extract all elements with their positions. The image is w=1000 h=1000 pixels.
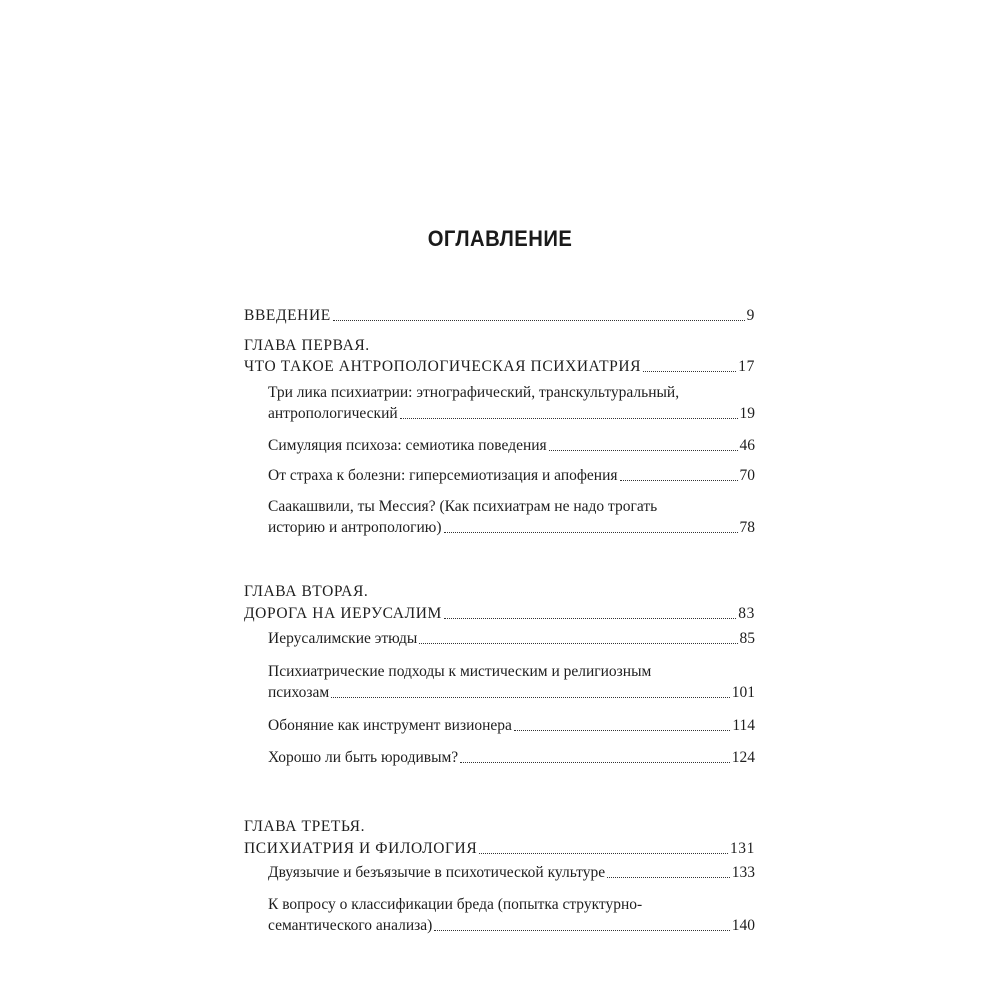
- page-number: 85: [739, 630, 755, 647]
- entry-title: ВВЕДЕНИЕ: [244, 307, 331, 324]
- toc-entry-section[interactable]: [268, 861, 755, 885]
- chapter-1-label: ГЛАВА ПЕРВАЯ.: [244, 337, 370, 354]
- toc-entry-section[interactable]: [268, 402, 755, 426]
- section-title-line1: Психиатрические подходы к мистическим и религиозным: [268, 663, 652, 680]
- toc-entry-section[interactable]: [268, 681, 755, 705]
- section-title: антропологический: [268, 405, 398, 422]
- section-title: Обоняние как инструмент визионера: [268, 717, 512, 734]
- section-title: Иерусалимские этюды: [268, 630, 418, 647]
- toc-entry-section[interactable]: [268, 746, 755, 770]
- section-title: Двуязычие и безъязычие в психотической культуре: [268, 864, 606, 881]
- leader-dots: [549, 450, 738, 451]
- chapter-3-label: ГЛАВА ТРЕТЬЯ.: [244, 818, 366, 835]
- page-number: 101: [731, 684, 755, 701]
- leader-dots: [419, 643, 737, 644]
- toc-entry-section[interactable]: [268, 434, 755, 458]
- toc-entry-section[interactable]: [268, 714, 755, 738]
- toc-entry-chapter-2[interactable]: [244, 602, 755, 626]
- section-title: историю и антропологию): [268, 519, 442, 536]
- page-number: 9: [746, 307, 755, 324]
- chapter-title: ДОРОГА НА ИЕРУСАЛИМ: [244, 605, 442, 622]
- page-number: 78: [739, 519, 755, 536]
- section-title: семантического анализа): [268, 917, 433, 934]
- leader-dots: [400, 418, 738, 419]
- leader-dots: [434, 930, 729, 931]
- toc-entry-section[interactable]: [268, 516, 755, 540]
- page-number: 83: [738, 605, 755, 622]
- leader-dots: [643, 371, 736, 372]
- page-number: 133: [731, 864, 755, 881]
- page-number: 131: [729, 840, 755, 857]
- page-number: 46: [739, 437, 755, 454]
- section-title: От страха к болезни: гиперсемиотизация и апофения: [268, 467, 618, 484]
- toc-entry-intro[interactable]: [244, 304, 755, 328]
- section-title-line1: К вопросу о классификации бреда (попытка структурно-: [268, 896, 643, 913]
- chapter-2-label: ГЛАВА ВТОРАЯ.: [244, 583, 369, 600]
- leader-dots: [479, 853, 728, 854]
- page-number: 17: [738, 358, 755, 375]
- toc-entry-chapter-3[interactable]: [244, 837, 755, 861]
- leader-dots: [444, 532, 738, 533]
- section-title-line1: Три лика психиатрии: этнографический, транскультуральный,: [268, 384, 680, 401]
- section-title: Хорошо ли быть юродивым?: [268, 749, 459, 766]
- page-number: 70: [739, 467, 755, 484]
- leader-dots: [331, 697, 730, 698]
- toc-entry-section[interactable]: [268, 464, 755, 488]
- page-number: 114: [732, 717, 755, 734]
- page-number: 124: [731, 749, 755, 766]
- leader-dots: [444, 618, 736, 619]
- leader-dots: [460, 762, 730, 763]
- page-number: 140: [731, 917, 755, 934]
- page-number: 19: [739, 405, 755, 422]
- toc-entry-section[interactable]: [268, 627, 755, 651]
- page-title: ОГЛАВЛЕНИЕ: [427, 226, 573, 251]
- toc-entry-chapter-1[interactable]: [244, 355, 755, 379]
- leader-dots: [620, 480, 738, 481]
- section-title: Симуляция психоза: семиотика поведения: [268, 437, 547, 454]
- chapter-title: ЧТО ТАКОЕ АНТРОПОЛОГИЧЕСКАЯ ПСИХИАТРИЯ: [244, 358, 642, 375]
- toc-entry-section[interactable]: [268, 914, 755, 938]
- section-title-line1: Саакашвили, ты Мессия? (Как психиатрам не надо трогать: [268, 498, 658, 515]
- leader-dots: [333, 320, 745, 321]
- section-title: психозам: [268, 684, 330, 701]
- chapter-title: ПСИХИАТРИЯ И ФИЛОЛОГИЯ: [244, 840, 478, 857]
- leader-dots: [514, 730, 730, 731]
- leader-dots: [607, 877, 730, 878]
